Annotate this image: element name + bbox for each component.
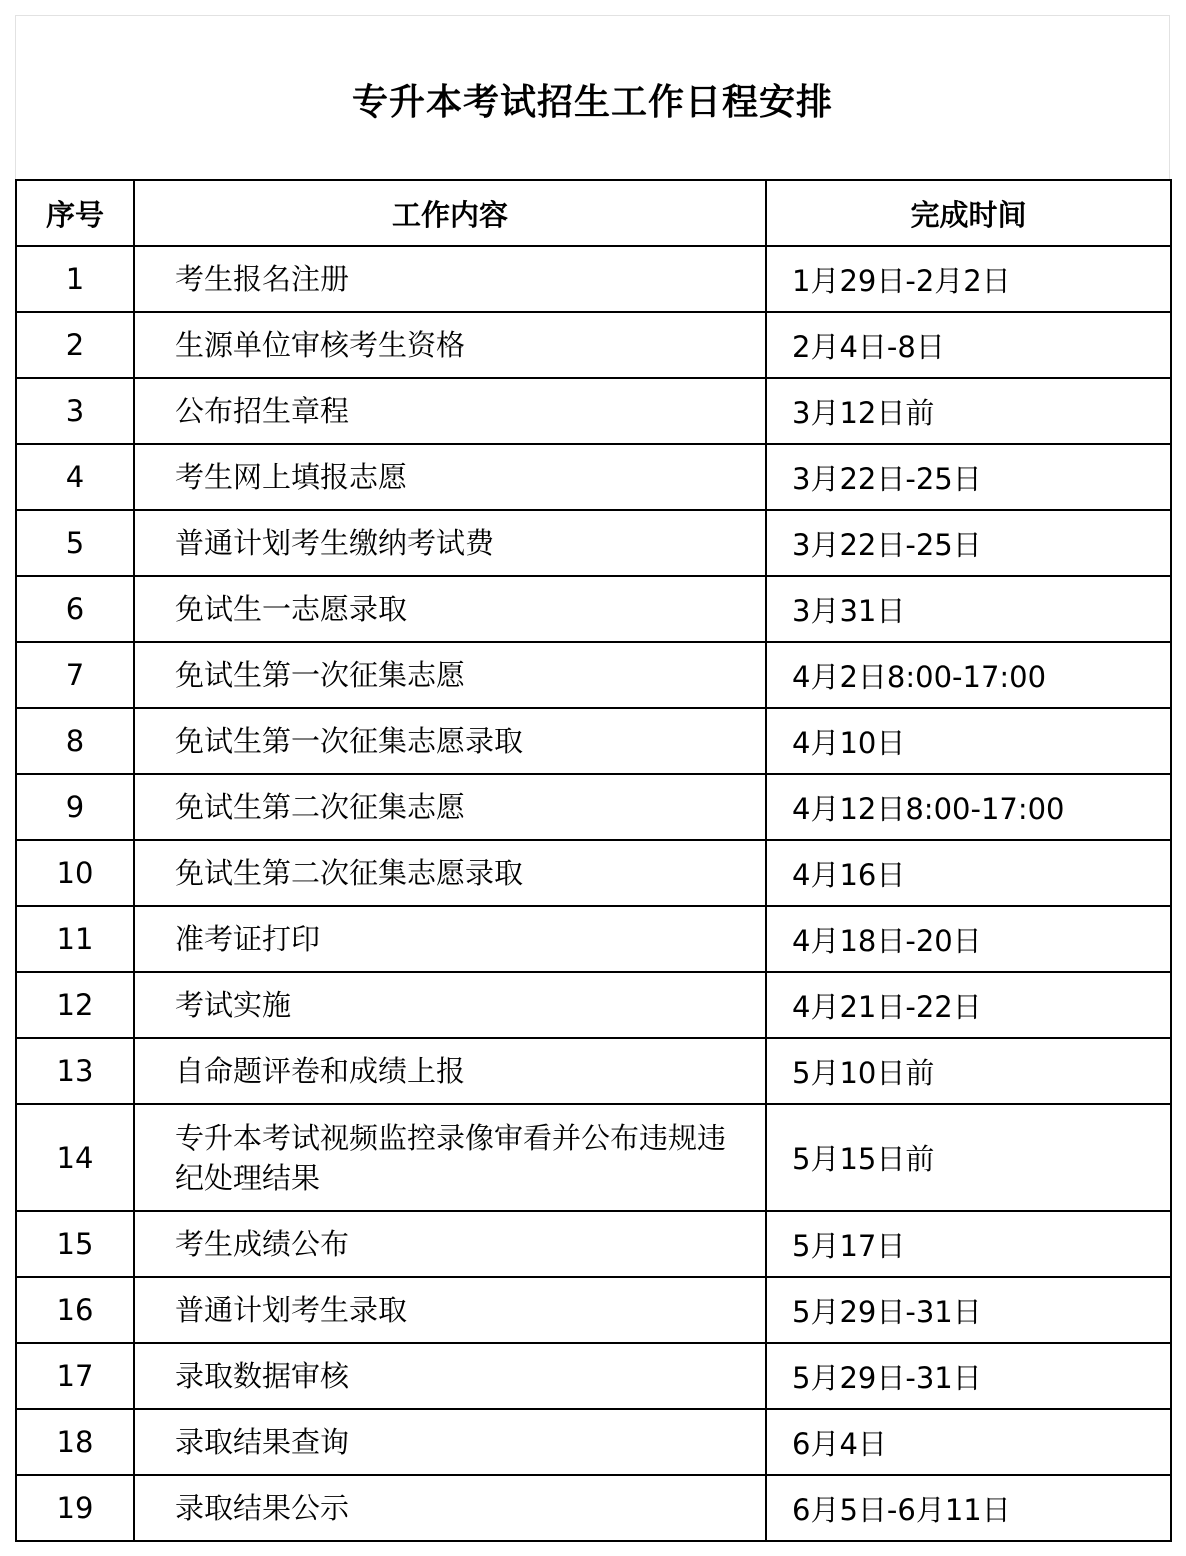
- task-cell: 公布招生章程: [134, 378, 766, 444]
- seq-cell: 17: [16, 1343, 134, 1409]
- task-cell: 考生网上填报志愿: [134, 444, 766, 510]
- time-cell: 5月29日-31日: [766, 1343, 1171, 1409]
- table-row: [16, 642, 1171, 708]
- document: [15, 15, 1170, 1542]
- title-box: [15, 15, 1170, 179]
- seq-cell: 14: [16, 1104, 134, 1211]
- table-row: [16, 1343, 1171, 1409]
- seq-cell: 2: [16, 312, 134, 378]
- table-row: [16, 1104, 1171, 1211]
- seq-cell: 16: [16, 1277, 134, 1343]
- seq-cell: 3: [16, 378, 134, 444]
- task-cell: 免试生一志愿录取: [134, 576, 766, 642]
- seq-cell: 12: [16, 972, 134, 1038]
- table-row: [16, 312, 1171, 378]
- time-cell: 6月4日: [766, 1409, 1171, 1475]
- time-cell: 5月10日前: [766, 1038, 1171, 1104]
- time-cell: 6月5日-6月11日: [766, 1475, 1171, 1541]
- time-cell: 4月21日-22日: [766, 972, 1171, 1038]
- task-cell: 普通计划考生缴纳考试费: [134, 510, 766, 576]
- seq-cell: 11: [16, 906, 134, 972]
- task-cell: 专升本考试视频监控录像审看并公布违规违纪处理结果: [134, 1104, 766, 1211]
- header-time: 完成时间: [766, 180, 1171, 246]
- table-row: [16, 1409, 1171, 1475]
- seq-cell: 1: [16, 246, 134, 312]
- task-cell: 考生成绩公布: [134, 1211, 766, 1277]
- table-row: [16, 1475, 1171, 1541]
- time-cell: 4月16日: [766, 840, 1171, 906]
- time-cell: 4月12日8:00-17:00: [766, 774, 1171, 840]
- time-cell: 5月17日: [766, 1211, 1171, 1277]
- task-cell: 自命题评卷和成绩上报: [134, 1038, 766, 1104]
- seq-cell: 10: [16, 840, 134, 906]
- table-row: [16, 708, 1171, 774]
- table-row: [16, 1038, 1171, 1104]
- page-title: 专升本考试招生工作日程安排: [351, 82, 833, 123]
- table-row: [16, 840, 1171, 906]
- seq-cell: 13: [16, 1038, 134, 1104]
- seq-cell: 9: [16, 774, 134, 840]
- seq-cell: 8: [16, 708, 134, 774]
- table-row: [16, 246, 1171, 312]
- seq-cell: 19: [16, 1475, 134, 1541]
- schedule-table: [15, 179, 1172, 1542]
- seq-cell: 18: [16, 1409, 134, 1475]
- task-cell: 录取结果公示: [134, 1475, 766, 1541]
- task-cell: 录取数据审核: [134, 1343, 766, 1409]
- seq-cell: 7: [16, 642, 134, 708]
- table-row: [16, 972, 1171, 1038]
- time-cell: 3月22日-25日: [766, 444, 1171, 510]
- task-cell: 生源单位审核考生资格: [134, 312, 766, 378]
- task-cell: 免试生第一次征集志愿录取: [134, 708, 766, 774]
- time-cell: 5月15日前: [766, 1104, 1171, 1211]
- task-cell: 考试实施: [134, 972, 766, 1038]
- header-seq: 序号: [16, 180, 134, 246]
- time-cell: 3月31日: [766, 576, 1171, 642]
- table-row: [16, 1277, 1171, 1343]
- table-row: [16, 774, 1171, 840]
- time-cell: 4月10日: [766, 708, 1171, 774]
- seq-cell: 4: [16, 444, 134, 510]
- task-cell: 准考证打印: [134, 906, 766, 972]
- time-cell: 3月22日-25日: [766, 510, 1171, 576]
- task-cell: 普通计划考生录取: [134, 1277, 766, 1343]
- task-cell: 录取结果查询: [134, 1409, 766, 1475]
- time-cell: 3月12日前: [766, 378, 1171, 444]
- task-cell: 免试生第二次征集志愿: [134, 774, 766, 840]
- table-row: [16, 576, 1171, 642]
- table-row: [16, 906, 1171, 972]
- task-cell: 免试生第二次征集志愿录取: [134, 840, 766, 906]
- header-task: 工作内容: [134, 180, 766, 246]
- time-cell: 4月2日8:00-17:00: [766, 642, 1171, 708]
- time-cell: 5月29日-31日: [766, 1277, 1171, 1343]
- time-cell: 1月29日-2月2日: [766, 246, 1171, 312]
- table-body: [16, 246, 1171, 1541]
- header-row: [16, 180, 1171, 246]
- seq-cell: 15: [16, 1211, 134, 1277]
- table-row: [16, 1211, 1171, 1277]
- time-cell: 2月4日-8日: [766, 312, 1171, 378]
- table-row: [16, 378, 1171, 444]
- task-cell: 免试生第一次征集志愿: [134, 642, 766, 708]
- seq-cell: 6: [16, 576, 134, 642]
- table-row: [16, 444, 1171, 510]
- time-cell: 4月18日-20日: [766, 906, 1171, 972]
- table-row: [16, 510, 1171, 576]
- task-cell: 考生报名注册: [134, 246, 766, 312]
- seq-cell: 5: [16, 510, 134, 576]
